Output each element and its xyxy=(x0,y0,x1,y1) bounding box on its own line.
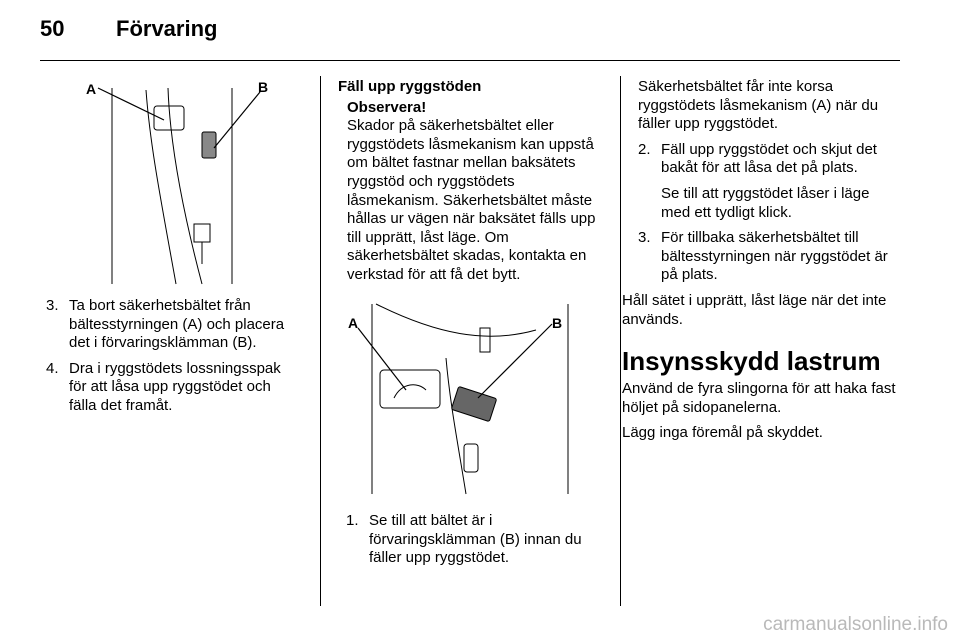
list-item xyxy=(46,297,302,353)
column-1 xyxy=(46,297,302,423)
callout-a: A xyxy=(348,315,359,331)
callout-line-b xyxy=(478,324,552,398)
page-title: Förvaring xyxy=(116,16,218,41)
steps-list-2 xyxy=(346,512,604,568)
step-number: 2. xyxy=(638,140,651,158)
figure-storage-clip xyxy=(346,294,572,496)
belt-strap-right xyxy=(168,88,202,284)
column-2 xyxy=(338,78,604,292)
belt-strap-lower xyxy=(446,358,466,494)
step-text: Se till att bältet är i förvaringsklämman (B) innan du fäller upp ryggstödet. xyxy=(369,512,582,567)
column-divider-2 xyxy=(620,76,621,606)
paragraph: Använd de fyra slingorna för att haka fast höljet på sidopanelerna. xyxy=(622,380,896,416)
buckle-part xyxy=(464,444,478,472)
step-text: Dra i ryggstödets lossningsspak för att låsa upp ryggstödet och fälla det framåt. xyxy=(69,359,281,414)
step-subtext: Se till att ryggstödet låser i läge med ett tydligt klick. xyxy=(661,184,870,221)
step-continuation: Säkerhetsbältet får inte korsa ryggstödets låsmekanism (A) när du fäller upp ryggstödet. xyxy=(638,78,879,133)
step-text-main: Fäll upp ryggstödet och skjut det bakåt för att låsa det på plats. xyxy=(661,140,877,177)
step-number: 3. xyxy=(46,297,59,314)
belt-strap-top xyxy=(376,304,536,336)
buckle-part xyxy=(194,224,210,242)
callout-line-a xyxy=(358,328,406,390)
lock-slot xyxy=(394,385,426,398)
section-heading: Fäll upp ryggstöden xyxy=(338,78,482,95)
callout-b: B xyxy=(552,315,563,331)
lock-mechanism-panel xyxy=(380,370,440,408)
paragraph: Lägg inga föremål på skyddet. xyxy=(622,424,823,442)
list-item xyxy=(346,512,604,568)
watermark: carmanualsonline.info xyxy=(763,614,948,635)
upper-anchor xyxy=(480,328,490,352)
steps-list-1 xyxy=(46,297,302,416)
step-text: Ta bort säkerhetsbältet från bältesstyrningen (A) och placera det i förvaringsklämman (B). xyxy=(69,297,285,352)
step-text: För tillbaka säkerhetsbältet till bältesstyrningen när ryggstödet är på plats. xyxy=(661,229,888,284)
callout-a: A xyxy=(86,81,97,97)
callout-line-a xyxy=(98,88,164,120)
list-item xyxy=(638,229,900,285)
step-number: 1. xyxy=(346,512,359,529)
storage-clip-part xyxy=(451,386,496,421)
list-item xyxy=(46,360,302,416)
column-divider-1 xyxy=(320,76,321,606)
list-item xyxy=(638,141,900,222)
storage-clip-part xyxy=(202,132,216,158)
column-3 xyxy=(622,78,900,450)
note-block xyxy=(338,99,604,285)
column-2-lower xyxy=(346,512,604,575)
note-title: Observera! xyxy=(347,98,427,116)
page-number: 50 xyxy=(40,16,65,41)
step-number: 4. xyxy=(46,359,59,377)
note-text: Skador på säkerhetsbältet eller ryggstödets låsmekanism kan uppstå om bältet fastnar mellan baksätets ryggstöd och ryggstödets låsmekanism. Säkerhetsbältet måste hållas ur vägen när baksätet fälls upp till upprätt, låst läge. Om säkerhetsbältet skadas, kontakta en verkstad för att få det bytt. xyxy=(347,117,596,283)
storage-clip-illustration xyxy=(346,294,572,496)
belt-guide-illustration xyxy=(84,76,280,288)
step-text xyxy=(661,141,900,222)
figure-belt-guide xyxy=(84,76,280,288)
header-rule xyxy=(40,60,900,61)
steps-list-3 xyxy=(638,141,900,285)
section-title: Insynsskydd lastrum xyxy=(622,346,881,377)
callout-line-b xyxy=(214,92,260,148)
callout-b: B xyxy=(258,79,269,95)
paragraph: Håll sätet i upprätt, låst läge när det inte används. xyxy=(622,291,887,328)
step-number: 3. xyxy=(638,229,651,247)
